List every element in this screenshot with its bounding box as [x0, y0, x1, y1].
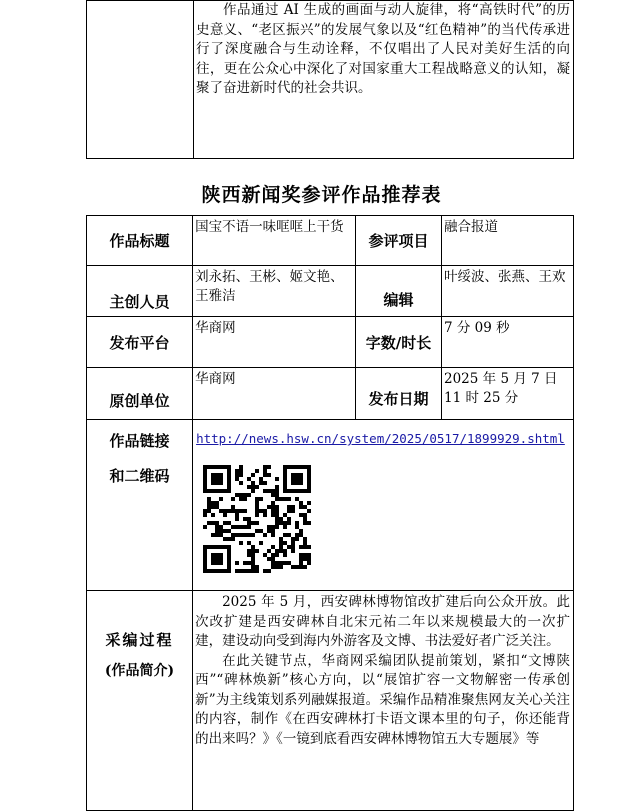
work-title-label: 作品标题 — [87, 216, 193, 266]
length-label: 字数/时长 — [356, 317, 442, 368]
link-label-line1: 作品链接 — [109, 432, 170, 450]
top-continuation-table — [86, 0, 574, 159]
top-paragraph: 作品通过 AI 生成的画面与动人旋律，将“高铁时代”的历史意义、“老区振兴”的发展气象以及“红色精神”的当代传承进行了深度融合与生动诠释，不仅唱出了人民对美好生活的向往，更在公众心中深化了对国家重大工程战略意义的认知，凝聚了奋进新时代的社会共识。 — [196, 2, 570, 96]
editor-value: 叶绥波、张燕、王欢 — [442, 266, 574, 317]
work-link[interactable]: http://news.hsw.cn/system/2025/0517/1899929.shtml — [196, 431, 565, 446]
editor-label: 编辑 — [356, 266, 442, 317]
process-label-cell — [87, 591, 193, 811]
length-value: 7 分 09 秒 — [442, 317, 574, 368]
creators-value: 刘永拓、王彬、姬文艳、王雅洁 — [193, 266, 356, 317]
process-paragraph-2: 在此关键节点，华商网采编团队提前策划，紧扣“文博陕西”“碑林焕新”核心方向，以“展馆扩容一文物解密一传承创新”为主线策划系列融媒报道。采编作品精准聚焦网友关心关注的内容，制作《在西安碑林打卡语文课本里的句子，你还能背的出来吗？》《一镜到底看西安碑林博物馆五大专题展》等 — [195, 652, 570, 747]
top-paragraph-cell — [194, 1, 574, 159]
process-paragraph-1: 2025 年 5 月，西安碑林博物馆改扩建后向公众开放。此次改扩建是西安碑林自北宋元祐二年以来规模最大的一次扩建，建设动向受到海内外游客及文博、书法爱好者广泛关注。 — [195, 594, 570, 649]
origin-label: 原创单位 — [87, 368, 193, 420]
link-label-cell — [87, 420, 193, 591]
platform-label: 发布平台 — [87, 317, 193, 368]
creators-label: 主创人员 — [87, 266, 193, 317]
link-qr-cell — [193, 420, 574, 591]
form-title: 陕西新闻奖参评作品推荐表 — [201, 184, 442, 206]
process-label-line1: 采编过程 — [105, 631, 174, 649]
origin-value: 华商网 — [193, 368, 356, 420]
process-text-cell — [193, 591, 574, 811]
process-label-line2: (作品简介) — [104, 663, 175, 679]
top-empty-label-cell — [87, 1, 194, 159]
category-label: 参评项目 — [356, 216, 442, 266]
platform-value: 华商网 — [193, 317, 356, 368]
link-label-line2: 和二维码 — [109, 467, 170, 485]
recommendation-form-table — [86, 215, 574, 811]
category-value: 融合报道 — [442, 216, 574, 266]
date-value: 2025 年 5 月 7 日 11 时 25 分 — [442, 368, 574, 420]
work-title-value: 国宝不语一味哐哐上干货 — [193, 216, 356, 266]
date-label: 发布日期 — [356, 368, 442, 420]
qr-code-icon — [203, 465, 311, 573]
